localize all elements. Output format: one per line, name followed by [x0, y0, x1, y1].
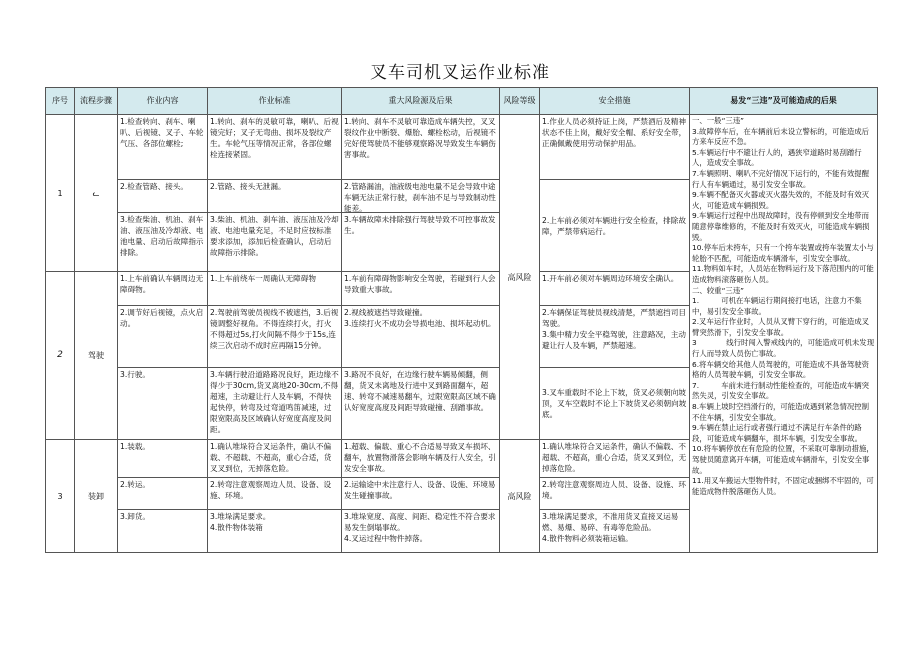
header-index: 序号 — [46, 88, 75, 115]
s2-safety-2-line: 2.车辆保证驾驶员视线清楚，严禁遮挡司目驾驶。 — [542, 308, 686, 328]
s1-safety-2-text: 2.上车前必须对车辆进行安全检查，排除故障，严禁带病运行。 — [542, 215, 686, 236]
violation-item: 5.车辆运行中不避让行人的，遇狭窄道路时易刮蹭行人，造成安全事故。 — [692, 147, 862, 168]
risk-level-section-3: 高风险 — [500, 440, 540, 553]
s2-safety-2 — [540, 306, 690, 368]
header-safety: 安全措施 — [540, 88, 690, 115]
section-2-step: 驾驶 — [75, 272, 118, 440]
s1-r1-content: 1.检查转向、刹车、喇叭、后视镜、叉子、车轮气压、各部位螺栓; — [118, 115, 208, 180]
s3-r3-risk — [342, 510, 500, 553]
s3-safety-1: 1.确认堆垛符合叉运条件，确认不偏载、不超载、不超高，重心合适，货叉叉到位，无掉落危险。 — [540, 440, 690, 478]
s3-r3-risk-line: 4.叉运过程中物件掉落。 — [344, 534, 428, 543]
s3-r3-content: 3.卸货。 — [118, 510, 208, 553]
s2-safety-3 — [540, 368, 690, 440]
standard-table — [45, 87, 878, 553]
s1-safety-1: 1.作业人员必须持证上岗，严禁酒后及精神状态不佳上岗，戴好安全帽、系好安全带，正确佩戴使用劳动保护用品。 — [540, 115, 690, 180]
s2-r3-risk: 3.路况不良好，在边缘行驶车辆易倾翻，侧翻，货叉未离地及行进中叉到路面翻车，超速、转弯不减速易翻车，过限宽限高区域不确认好宽度高度及间距导致碰撞、刮蹭事故。 — [342, 368, 500, 440]
risk-level-section-1-2: 高风险 — [500, 115, 540, 440]
s2-r2-risk-line: 3.连续打火不成功会导损电池、损坏起动机。 — [344, 319, 496, 328]
page-title: 叉车司机叉运作业标准 — [370, 63, 550, 83]
s3-r3-risk-line: 3.堆垛宽度、高度、间距、稳定性不符合要求易发生倒塌事故。 — [344, 512, 496, 532]
s1-r3-risk: 3.车辆故障未排除强行驾驶导致不可控事故发生。 — [342, 213, 500, 272]
s2-r2-risk-line: 2.视线被遮挡导致碰撞。 — [344, 308, 428, 317]
header-level: 风险等级 — [500, 88, 540, 115]
violation-item: 10.停车后未挎车，只有一个挎车装置或挎车装置太小与轮胎不匹配，可能造成车辆滑车，引发安全事故。 — [692, 243, 874, 263]
section-3-index: 3 — [46, 440, 75, 553]
violation-item: 9.车辆不配备灭火器或灭火器失效的，不能及时有效灭火，可能造成车辆损毁。 — [692, 190, 870, 210]
violation-item: 11.物料如车时，人员站在物料运行及下落范围内的可能造成物料滚落砸伤人员。 — [692, 264, 874, 284]
s3-safety-3-line: 3.堆垛满足要求，不准用货叉直接叉运易燃、易爆、易碎、有毒等危险品。 — [542, 512, 679, 532]
header-risk: 重大风险源及后果 — [342, 88, 500, 115]
s2-safety-2-line: 3.集中精力安全平稳驾驶，注意路况，主动避让行人及车辆，严禁超速。 — [542, 330, 686, 350]
violation-item: 7.车辆照明、喇叭不完好情况下运行的，不能有效提醒行人有车辆通过，易引发安全事故。 — [692, 168, 870, 189]
s1-r2-content: 2.检查管路、接头。 — [118, 180, 208, 213]
violation-item: 11.用叉车搬运大型物件时，不固定或捆绑不牢固的，可能造成物件脱落砸伤人员。 — [692, 476, 874, 496]
s3-r2-content: 2.转运。 — [118, 478, 208, 510]
violation-item: 10.将车辆停放在有危险的位置，不采取可靠制动措施，驾驶员随意离开车辆，可能造成车辆滑车，引发安全事故。 — [692, 444, 874, 475]
violation-item: 6.将车辆交给其他人员驾驶的，可能造成不具备驾驶资格的人员驾驶车辆，引发安全事故。 — [692, 359, 870, 380]
s3-r2-risk: 2.运输途中未注意行人、设备、设施、环境易发生碰撞事故。 — [342, 478, 500, 510]
s3-r3-standard-line: 4.散件物体装箱 — [210, 523, 263, 532]
violation-heading: 一、一般“三违” — [692, 116, 745, 125]
s1-r3-content: 3.检查柴油、机油、刹车油、液压油及冷却液、电池电量、启动后故障指示排除。 — [118, 213, 208, 272]
section-1-step: ᓚ — [75, 115, 118, 272]
s2-safety-1: 1.开车前必须对车辆周边环境安全确认。 — [540, 272, 690, 306]
s3-safety-2: 2.转弯注意观察周边人员、设备、设施、环境。 — [540, 478, 690, 510]
s1-r1-risk: 1.转向、刹车不灵敏可靠造成车辆失控，叉叉裂纹作业中断裂、爆胎、螺栓松动，后视镜不完好使驾驶员不能够观察路况导致发生车辆伤害事故。 — [342, 115, 500, 180]
s3-r1-content: 1.装载。 — [118, 440, 208, 478]
violations-cell — [690, 115, 878, 553]
header-standard: 作业标准 — [208, 88, 342, 115]
violation-item: 3.故障停车后，在车辆前后未设立警标的，可能造成后方来车反应不急。 — [692, 126, 870, 147]
s3-safety-3-line: 4.散件物料必须装箱运输。 — [542, 534, 633, 543]
s1-r2-risk: 2.管路漏油，油液级电池电量不足会导致中途车辆无法正常行驶，刹车油不足与导致制动性能差。 — [342, 180, 500, 213]
violation-item: 8.车辆上坡时空挡滑行的，可能造成遇到紧急情况控制不住车辆，引发安全事故。 — [692, 402, 870, 422]
s1-r2-standard: 2.管路、接头无泄漏。 — [208, 180, 342, 213]
section-1-index: 1 — [46, 115, 75, 272]
s2-r2-content: 2.调节好后视镜，点火启动。 — [118, 306, 208, 368]
s2-r1-standard: 1.上车前绕车一周确认无障碍物 — [208, 272, 342, 306]
violation-item: 9.车辆运行过程中出现故障时，没有停顿到安全地带而随意停靠维修的，不能及时有效灭火，可能造成车辆损毁。 — [692, 211, 870, 242]
violation-heading: 二、较重“三违” — [692, 285, 745, 295]
violation-item: 3 线行时闯入警戒线内的，可能造成可机未发现行人而导致人员伤亡事故。 — [692, 338, 875, 359]
s3-r3-standard-line: 3.堆垛满足要求。 — [210, 512, 271, 521]
s1-r1-standard: 1.转向、刹车的灵敏可靠，喇叭、后视镜完好；叉子无弯曲、损坏及裂纹产生。车轮气压等情况正常，各部位螺栓连接紧固。 — [208, 115, 342, 180]
s3-r3-standard — [208, 510, 342, 553]
s3-safety-3 — [540, 510, 690, 553]
s2-safety-3-text: 3.叉车重载时不论上下坡，货叉必须朝向坡顶，叉车空载时不论上下坡货叉必须朝向坡底。 — [542, 388, 687, 419]
violation-item: 7. 车前未进行制动性能检查的，可能造成车辆突然失灵，引发安全事故。 — [692, 380, 870, 401]
header-content: 作业内容 — [118, 88, 208, 115]
header-violations: 易发“三违”及可能造成的后果 — [690, 88, 878, 115]
s1-safety-2 — [540, 180, 690, 272]
violation-item: 2.叉车运行作业时，人员从叉臂下穿行的，可能造成叉臂突然滑下，引发安全事故。 — [692, 317, 870, 337]
s3-r1-risk: 1.超载、偏载、重心不合适易导致叉车损坏、翻车，放置物滑落会影响车辆及行人安全，引发安全事故。 — [342, 440, 500, 478]
header-step: 流程步骤 — [75, 88, 118, 115]
s2-r1-risk: 1.车前有障碍物影响安全驾驶，若碰到行人会导致重大事故。 — [342, 272, 500, 306]
section-3-step: 装卸 — [75, 440, 118, 553]
violation-item: 1. 可机在车辆运行期间接打电话，注意力不集中，易引发安全事故。 — [692, 296, 862, 316]
s2-r2-risk — [342, 306, 500, 368]
s2-r1-content: 1.上车前确认车辆周边无障碍物。 — [118, 272, 208, 306]
s2-r2-standard: 2.驾驶前驾驶员视线不被遮挡，3.后视镜调整好视角。不得连续打火，打火不得超过5s,打火间隔不得少于15s,连续三次启动不成时应再隔15分钟。 — [208, 306, 342, 368]
s1-r3-standard: 3.柴油、机油、刹车油、液压油及冷却液、电池电量充足，不足时应按标准要求添加，添加后检查确认，启动后故障指示排除。 — [208, 213, 342, 272]
s3-r2-standard: 2.转弯注意观察周边人员、设备、设施、环境。 — [208, 478, 342, 510]
s3-r1-standard: 1.确认堆垛符合叉运条件，确认不偏载、不超载、不超高，重心合适，货叉叉到位，无掉落危险。 — [208, 440, 342, 478]
violation-item: 9.车辆在禁止运行或者强行通过不满足行车条件的路段，可能造成车辆翻车，损坏车辆，引发安全事故。 — [692, 423, 862, 443]
s2-r3-content: 3.行驶。 — [118, 368, 208, 440]
section-2-index: 2 — [46, 272, 75, 440]
s2-r3-standard: 3.车辆行驶沿道路路况良好，距边缘不得少于30cm,货叉离地20-30cm,不得超速，主动避让行人及车辆，不得快起快停，转弯及过弯道鸣笛减速，过限宽限高及区域确认好宽度高度及间距。 — [208, 368, 342, 440]
